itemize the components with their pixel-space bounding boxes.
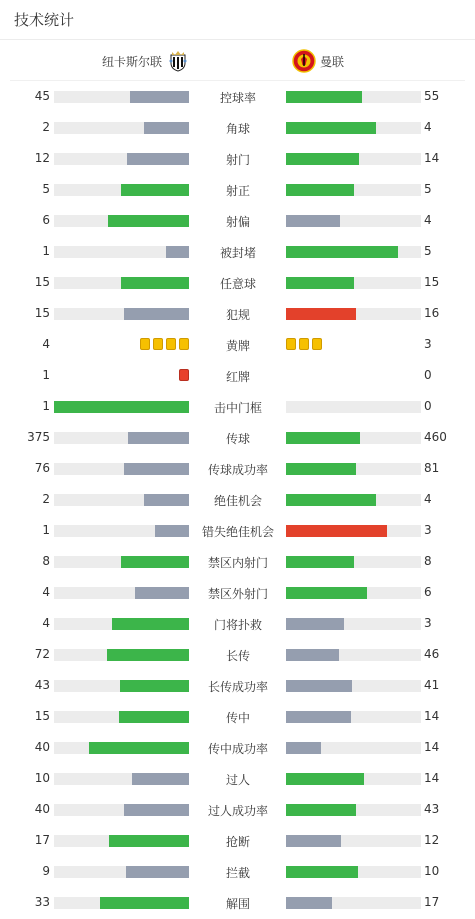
home-value: 17: [34, 833, 50, 847]
away-bar-track: [286, 649, 421, 661]
home-bar-fill: [108, 215, 189, 227]
stat-row: [0, 236, 475, 267]
home-bar-track: [54, 432, 189, 444]
yellow-card-icon: [166, 338, 176, 350]
yellow-card-icon: [299, 338, 309, 350]
home-cards: [179, 369, 189, 382]
away-bar-track: [286, 804, 421, 816]
away-value: 46: [424, 647, 440, 661]
home-bar-track: [54, 525, 189, 537]
away-bar-fill: [286, 153, 359, 165]
home-bar-fill: [107, 649, 189, 661]
home-bar-fill: [132, 773, 189, 785]
away-bar-fill: [286, 122, 376, 134]
away-bar-fill: [286, 742, 321, 754]
home-value: 2: [42, 492, 50, 506]
stat-row: [0, 887, 475, 918]
away-bar-track: [286, 680, 421, 692]
home-value: 10: [34, 771, 50, 785]
home-bar-fill: [112, 618, 189, 630]
stat-row: [0, 112, 475, 143]
home-value: 1: [42, 399, 50, 413]
stat-label: 长传: [225, 649, 250, 663]
home-bar-fill: [130, 91, 189, 103]
away-bar-fill: [286, 525, 387, 537]
away-bar-fill: [286, 215, 340, 227]
away-value: 4: [424, 120, 432, 134]
stat-row: [0, 825, 475, 856]
home-value: 1: [42, 368, 50, 382]
away-value: 4: [424, 213, 432, 227]
stat-label: 犯规: [225, 308, 250, 322]
home-bar-fill: [166, 246, 189, 258]
away-bar-track: [286, 494, 421, 506]
stat-label: 禁区内射门: [207, 556, 268, 570]
away-value: 0: [424, 368, 432, 382]
home-bar-fill: [144, 122, 189, 134]
away-value: 10: [424, 864, 440, 878]
away-bar-fill: [286, 494, 376, 506]
away-cards: [286, 338, 322, 351]
home-value: 33: [34, 895, 50, 909]
stat-label: 黄牌: [225, 339, 250, 353]
away-bar-fill: [286, 618, 344, 630]
home-bar-track: [54, 277, 189, 289]
home-value: 5: [42, 182, 50, 196]
stat-row: [0, 856, 475, 887]
home-bar-track: [54, 773, 189, 785]
stat-label: 传中成功率: [207, 742, 268, 756]
away-bar-fill: [286, 587, 367, 599]
stat-label: 禁区外射门: [207, 587, 268, 601]
home-bar-track: [54, 711, 189, 723]
home-value: 43: [34, 678, 50, 692]
stat-row: [0, 453, 475, 484]
away-value: 12: [424, 833, 440, 847]
stats-list: [0, 81, 475, 919]
home-bar-fill: [124, 804, 189, 816]
away-bar-track: [286, 184, 421, 196]
away-bar-track: [286, 711, 421, 723]
home-value: 1: [42, 244, 50, 258]
stat-row: [0, 484, 475, 515]
home-bar-fill: [109, 835, 189, 847]
away-bar-fill: [286, 277, 354, 289]
away-bar-track: [286, 463, 421, 475]
stat-row: [0, 763, 475, 794]
away-value: 4: [424, 492, 432, 506]
teams-bar: [10, 40, 465, 81]
home-value: 2: [42, 120, 50, 134]
home-bar-track: [54, 463, 189, 475]
away-team-name: 曼联: [320, 54, 345, 69]
stat-row: [0, 515, 475, 546]
away-value: 460: [424, 430, 447, 444]
home-value: 375: [27, 430, 50, 444]
home-bar-track: [54, 308, 189, 320]
stat-label: 射门: [225, 153, 250, 167]
away-bar-track: [286, 618, 421, 630]
away-value: 55: [424, 89, 440, 103]
home-bar-fill: [89, 742, 189, 754]
home-bar-track: [54, 91, 189, 103]
home-bar-fill: [121, 277, 189, 289]
home-bar-track: [54, 122, 189, 134]
home-bar-track: [54, 556, 189, 568]
away-bar-fill: [286, 432, 360, 444]
away-value: 8: [424, 554, 432, 568]
away-bar-track: [286, 587, 421, 599]
stat-label: 抢断: [225, 835, 250, 849]
away-bar-track: [286, 556, 421, 568]
home-bar-track: [54, 897, 189, 909]
away-bar-track: [286, 122, 421, 134]
away-value: 14: [424, 771, 440, 785]
away-value: 14: [424, 740, 440, 754]
away-value: 3: [424, 523, 432, 537]
stat-row: [0, 577, 475, 608]
home-bar-track: [54, 618, 189, 630]
away-bar-track: [286, 246, 421, 258]
home-bar-fill: [119, 711, 189, 723]
stat-label: 红牌: [225, 370, 250, 384]
away-value: 3: [424, 337, 432, 351]
stat-row: [0, 298, 475, 329]
away-value: 5: [424, 182, 432, 196]
away-value: 5: [424, 244, 432, 258]
home-bar-fill: [121, 556, 189, 568]
home-value: 8: [42, 554, 50, 568]
stat-label: 长传成功率: [207, 680, 268, 694]
yellow-card-icon: [179, 338, 189, 350]
home-bar-track: [54, 246, 189, 258]
stats-header: [0, 0, 475, 40]
home-value: 15: [34, 709, 50, 723]
home-bar-fill: [126, 866, 189, 878]
away-bar-fill: [286, 184, 354, 196]
away-value: 17: [424, 895, 440, 909]
stat-label: 射偏: [225, 215, 250, 229]
away-value: 41: [424, 678, 440, 692]
home-bar-track: [54, 649, 189, 661]
away-bar-track: [286, 153, 421, 165]
away-bar-fill: [286, 773, 364, 785]
away-bar-track: [286, 835, 421, 847]
stat-label: 角球: [225, 122, 250, 136]
away-value: 81: [424, 461, 440, 475]
home-bar-track: [54, 835, 189, 847]
stat-label: 传中: [225, 711, 250, 725]
home-bar-fill: [135, 587, 189, 599]
away-value: 43: [424, 802, 440, 816]
home-value: 4: [42, 616, 50, 630]
away-bar-fill: [286, 556, 354, 568]
stat-label: 过人: [225, 773, 250, 787]
away-bar-track: [286, 432, 421, 444]
home-bar-fill: [121, 184, 189, 196]
home-bar-fill: [155, 525, 189, 537]
away-bar-fill: [286, 649, 339, 661]
home-bar-fill: [124, 308, 189, 320]
stat-row: [0, 701, 475, 732]
home-bar-track: [54, 804, 189, 816]
away-bar-track: [286, 308, 421, 320]
stat-row: [0, 329, 475, 360]
away-bar-fill: [286, 308, 356, 320]
away-value: 14: [424, 709, 440, 723]
home-team[interactable]: [102, 49, 190, 73]
away-bar-track: [286, 277, 421, 289]
stat-label: 传球成功率: [207, 463, 268, 477]
home-bar-fill: [128, 432, 189, 444]
stat-row: [0, 267, 475, 298]
home-value: 4: [42, 337, 50, 351]
home-bar-fill: [127, 153, 189, 165]
away-bar-fill: [286, 804, 356, 816]
away-bar-track: [286, 773, 421, 785]
stat-row: [0, 391, 475, 422]
away-bar-track: [286, 897, 421, 909]
away-value: 16: [424, 306, 440, 320]
away-bar-fill: [286, 91, 362, 103]
away-bar-fill: [286, 463, 356, 475]
away-value: 0: [424, 399, 432, 413]
newcastle-crest-icon: [166, 49, 190, 73]
home-bar-fill: [144, 494, 189, 506]
yellow-card-icon: [140, 338, 150, 350]
stat-label: 过人成功率: [207, 804, 268, 818]
stat-row: [0, 360, 475, 391]
stat-label: 被封堵: [219, 246, 256, 260]
stat-row: [0, 422, 475, 453]
home-bar-fill: [54, 401, 189, 413]
away-bar-track: [286, 401, 421, 413]
home-bar-fill: [100, 897, 189, 909]
home-bar-fill: [120, 680, 189, 692]
stat-label: 绝佳机会: [213, 494, 262, 508]
home-bar-track: [54, 866, 189, 878]
yellow-card-icon: [286, 338, 296, 350]
stat-row: [0, 174, 475, 205]
stat-label: 射正: [225, 184, 250, 198]
home-bar-fill: [124, 463, 189, 475]
stat-label: 拦截: [225, 866, 250, 880]
away-bar-track: [286, 215, 421, 227]
away-bar-fill: [286, 897, 332, 909]
stat-label: 击中门框: [213, 401, 262, 415]
home-cards: [140, 338, 189, 351]
stat-row: [0, 143, 475, 174]
yellow-card-icon: [153, 338, 163, 350]
away-bar-track: [286, 866, 421, 878]
stat-label: 错失绝佳机会: [201, 525, 274, 539]
home-value: 72: [34, 647, 50, 661]
stat-row: [0, 732, 475, 763]
away-value: 3: [424, 616, 432, 630]
away-bar-fill: [286, 866, 358, 878]
away-bar-fill: [286, 835, 341, 847]
stat-label: 门将扑救: [213, 618, 262, 632]
away-value: 14: [424, 151, 440, 165]
man-united-crest-icon: [292, 49, 316, 73]
home-bar-track: [54, 587, 189, 599]
home-bar-track: [54, 680, 189, 692]
stat-label: 解围: [225, 897, 250, 911]
stat-row: [0, 205, 475, 236]
home-value: 12: [34, 151, 50, 165]
home-value: 15: [34, 275, 50, 289]
home-value: 9: [42, 864, 50, 878]
away-bar-track: [286, 525, 421, 537]
stat-row: [0, 670, 475, 701]
home-value: 15: [34, 306, 50, 320]
home-value: 40: [34, 802, 50, 816]
stat-row: [0, 546, 475, 577]
home-bar-track: [54, 184, 189, 196]
page-title: 技术统计: [14, 11, 75, 29]
away-bar-track: [286, 91, 421, 103]
yellow-card-icon: [312, 338, 322, 350]
home-value: 45: [34, 89, 50, 103]
stat-row: [0, 81, 475, 112]
home-value: 40: [34, 740, 50, 754]
home-value: 1: [42, 523, 50, 537]
home-value: 76: [34, 461, 50, 475]
away-bar-fill: [286, 680, 352, 692]
stat-label: 传球: [225, 432, 250, 446]
home-value: 6: [42, 213, 50, 227]
home-value: 4: [42, 585, 50, 599]
home-bar-track: [54, 494, 189, 506]
home-bar-track: [54, 742, 189, 754]
stat-row: [0, 639, 475, 670]
stat-row: [0, 794, 475, 825]
away-bar-fill: [286, 711, 351, 723]
away-value: 15: [424, 275, 440, 289]
away-bar-track: [286, 742, 421, 754]
home-bar-track: [54, 215, 189, 227]
home-team-name: 纽卡斯尔联: [102, 54, 163, 69]
away-team[interactable]: [292, 49, 344, 73]
stat-label: 控球率: [219, 91, 256, 105]
stat-label: 任意球: [219, 277, 256, 291]
red-card-icon: [179, 369, 189, 381]
home-bar-track: [54, 401, 189, 413]
away-value: 6: [424, 585, 432, 599]
away-bar-fill: [286, 246, 398, 258]
home-bar-track: [54, 153, 189, 165]
stat-row: [0, 608, 475, 639]
